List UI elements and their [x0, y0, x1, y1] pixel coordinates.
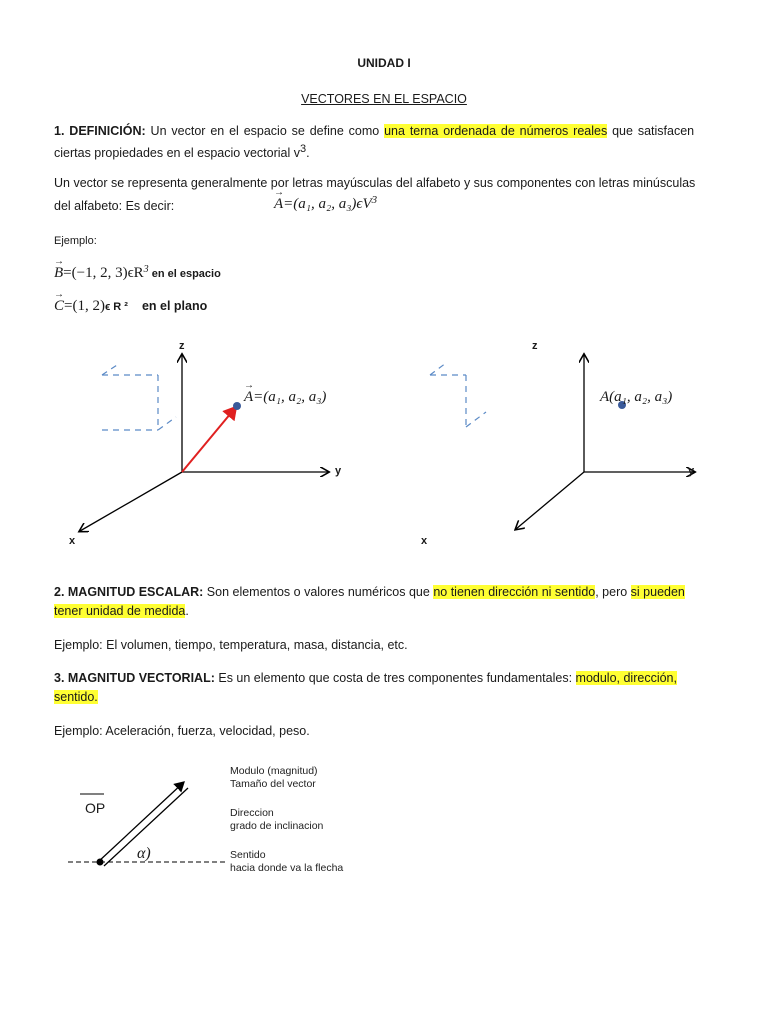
x-axis-label: x: [421, 535, 428, 547]
legend-modulo: Modulo (magnitud) Tamaño del vector: [230, 765, 318, 790]
origin-point: [97, 859, 104, 866]
coordinate-diagram-vector: [70, 335, 360, 550]
scalar-line-1: 2. MAGNITUD ESCALAR: Son elementos o valores numéricos que no tienen dirección ni sentido, pero si pueden: [54, 585, 685, 599]
definition-label: 1. DEFINICIÓN:: [54, 124, 146, 138]
vector-label: → A=(a₁, a₂, a₃): [244, 389, 326, 406]
y-axis-label: y: [335, 465, 342, 477]
example-label: Ejemplo:: [54, 235, 97, 247]
legend-sentido: Sentido hacia donde va la flecha: [230, 849, 344, 874]
point-label: A(a₁, a₂, a₃): [600, 389, 673, 405]
vector-formula: → A=(a₁, a₂, $a_3)\epsilon V^3$: [274, 194, 377, 213]
dashed-box: [430, 363, 486, 427]
scalar-line-2: tener unidad de medida.: [54, 604, 189, 618]
alpha-label: α): [137, 845, 151, 862]
definition-line-2: ciertas propiedades en el espacio vectorial $v^3$.: [54, 143, 310, 161]
y-axis-label: y: [688, 465, 695, 477]
definition-text-2: que satisfacen: [607, 124, 695, 138]
op-label: OP: [85, 800, 106, 816]
scalar-highlight-1: no tienen dirección ni sentido: [433, 585, 596, 599]
coordinate-diagram-point: [420, 335, 710, 550]
vectorial-line-2: [54, 690, 98, 704]
vectorial-highlight-2: sentido.: [54, 690, 98, 704]
dashed-box: [102, 363, 176, 430]
z-axis-label: z: [179, 340, 185, 352]
vectorial-example: Ejemplo: Aceleración, fuerza, velocidad, peso.: [54, 724, 310, 738]
representation-line-2: del alfabeto: Es decir:: [54, 199, 175, 213]
definition-line-1: [54, 124, 694, 138]
example-c: → C=(1, 2)ϵ R ² en el plano: [54, 298, 207, 315]
vector-arrow: [182, 407, 236, 472]
x-axis: [80, 472, 182, 531]
legend-direccion: Direccion grado de inclinacion: [230, 807, 324, 832]
section-title: VECTORES EN EL ESPACIO: [301, 92, 467, 106]
example-b: → B=(−1, 2, $3)\epsilon R^3$ en el espacio: [54, 264, 221, 282]
x-axis-label: x: [69, 535, 76, 547]
formula-vector-name: → A: [274, 196, 283, 213]
representation-line-1: Un vector se representa generalmente por letras mayúsculas del alfabeto y sus componentes con letras minúsculas: [54, 176, 696, 190]
scalar-example: Ejemplo: El volumen, tiempo, temperatura, masa, distancia, etc.: [54, 638, 408, 652]
vectorial-line-1: 3. MAGNITUD VECTORIAL: Es un elemento que costa de tres componentes fundamentales: modulo, dirección,: [54, 671, 677, 685]
z-axis-label: z: [532, 340, 538, 352]
definition-text-1: Un vector en el espacio se define como: [145, 124, 385, 138]
scalar-highlight-2: tener unidad de medida: [54, 604, 186, 618]
vectorial-highlight-1: modulo, dirección,: [575, 671, 677, 685]
x-axis: [516, 472, 584, 529]
unit-title: UNIDAD I: [357, 56, 411, 70]
vector-point: [233, 402, 241, 410]
definition-highlight: una terna ordenada de números reales: [384, 124, 608, 138]
